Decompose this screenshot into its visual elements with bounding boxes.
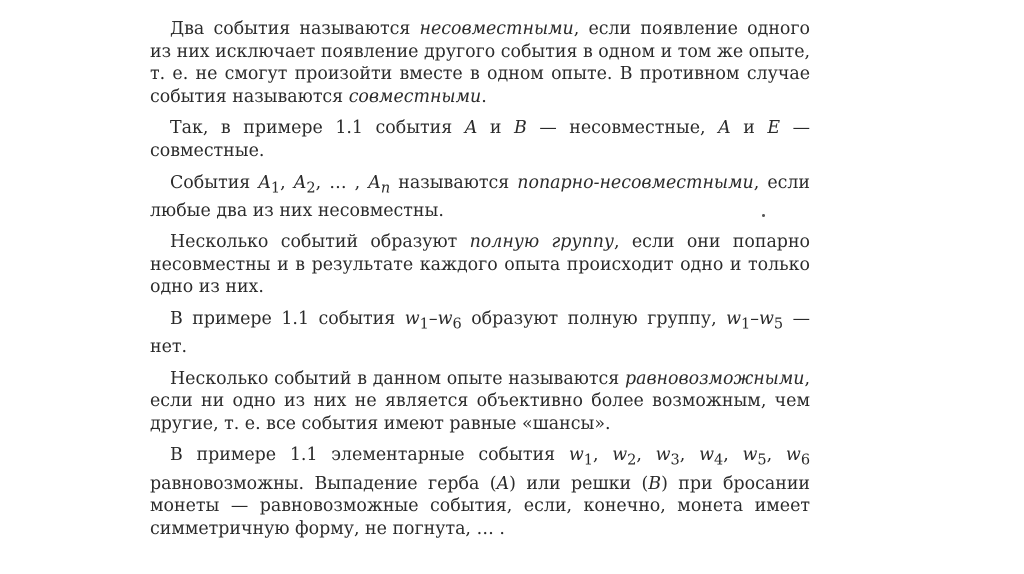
- text-span: называются: [390, 172, 518, 193]
- math-subscript: 3: [670, 452, 680, 469]
- text-span: ,: [766, 445, 786, 466]
- math-subscript: 5: [757, 452, 767, 469]
- document-body: [150, 18, 810, 549]
- text-span: — несовместные,: [526, 118, 719, 139]
- text-span: и: [477, 118, 515, 139]
- math-var: A: [368, 172, 381, 193]
- paragraph-example-incompatible: [150, 117, 810, 162]
- math-subscript: n: [380, 180, 391, 197]
- text-span: Два события называются: [170, 19, 420, 39]
- math-subscript: 5: [773, 316, 784, 333]
- math-var: A: [496, 473, 510, 494]
- math-var: w: [655, 445, 671, 466]
- text-span: ,: [280, 172, 294, 193]
- math-var: w: [612, 445, 628, 466]
- math-var: w: [699, 445, 714, 466]
- text-span: , если ни одно из них не является объективно более возможным, чем другие, т. е. все события имеют равные «шансы».: [150, 368, 810, 434]
- math-subscript: 6: [800, 452, 811, 469]
- text-span: В примере 1.1 события: [170, 309, 405, 329]
- scan-speck: [762, 214, 765, 217]
- math-var: A: [258, 172, 271, 193]
- term-incompatible: несовместными: [419, 19, 574, 39]
- paragraph-definition-complete-group: [150, 231, 810, 299]
- text-span: , если они попарно несовместны и в результате каждого опыта происходит одно и только одно из них.: [150, 232, 811, 298]
- math-subscript: 6: [452, 316, 462, 333]
- term-compatible: совместными: [348, 86, 482, 107]
- math-var: w: [785, 445, 801, 466]
- paragraph-example-complete-group: [150, 308, 810, 359]
- text-span: , если появление одного из них исключает появление другого события в одном и том же опыте, т. е. не смогут произойти вместе в одном опыте. В противном случае события называются: [150, 19, 811, 107]
- math-var: A: [718, 118, 731, 139]
- text-span: — нет.: [150, 309, 810, 358]
- math-subscript: 4: [713, 452, 724, 469]
- math-var: A: [293, 172, 307, 193]
- math-subscript: 1: [419, 316, 429, 333]
- term-equiprobable: равновозможными: [624, 368, 805, 389]
- term-complete-group: полную группу: [469, 232, 614, 253]
- math-subscript: 1: [583, 452, 593, 469]
- math-subscript: 1: [741, 316, 751, 333]
- text-span: Несколько событий в данном опыте называются: [170, 368, 625, 389]
- text-span: , если любые два из них несовместны.: [150, 172, 810, 221]
- text-span: ,: [592, 445, 613, 466]
- math-subscript: 2: [306, 180, 316, 197]
- text-span: Так, в примере 1.1 события: [170, 118, 465, 139]
- paragraph-definition-equiprobable: [150, 368, 810, 436]
- math-var: w: [742, 445, 758, 466]
- math-var: w: [568, 445, 584, 466]
- text-span: В примере 1.1 элементарные события: [170, 445, 569, 466]
- paragraph-example-equiprobable: [150, 444, 810, 540]
- text-span: Несколько событий образуют: [170, 232, 470, 253]
- math-var: B: [514, 118, 527, 139]
- paragraph-definition-incompatible: [150, 18, 810, 108]
- math-var: w: [404, 309, 420, 329]
- text-span: .: [481, 86, 487, 107]
- text-span: ,: [636, 445, 656, 466]
- math-subscript: 2: [627, 452, 637, 469]
- text-span: ) при бросании монеты — равновозможные события, если, конечно, монета имеет симметричную форму, не погнута, … .: [150, 473, 810, 539]
- text-span: –: [750, 309, 759, 329]
- text-span: ) или решки (: [509, 473, 649, 494]
- text-span: ,: [679, 445, 700, 466]
- math-var: w: [726, 309, 742, 329]
- text-span: равновозможны. Выпадение герба (: [150, 473, 497, 494]
- math-var: A: [464, 118, 478, 139]
- text-span: и: [730, 118, 768, 139]
- math-subscript: 1: [270, 180, 281, 197]
- text-span: — совместные.: [150, 118, 810, 161]
- term-pairwise-incompatible: попарно-несовместными: [517, 172, 754, 193]
- math-var: E: [767, 118, 781, 139]
- text-span: –: [428, 309, 438, 329]
- math-var: B: [648, 473, 662, 494]
- paragraph-definition-pairwise: [150, 172, 810, 223]
- text-span: ,: [723, 445, 743, 466]
- text-span: События: [170, 172, 259, 193]
- math-var: w: [437, 309, 453, 329]
- text-span: , … ,: [315, 172, 369, 193]
- math-var: w: [758, 309, 774, 329]
- text-span: образуют полную группу,: [461, 309, 727, 329]
